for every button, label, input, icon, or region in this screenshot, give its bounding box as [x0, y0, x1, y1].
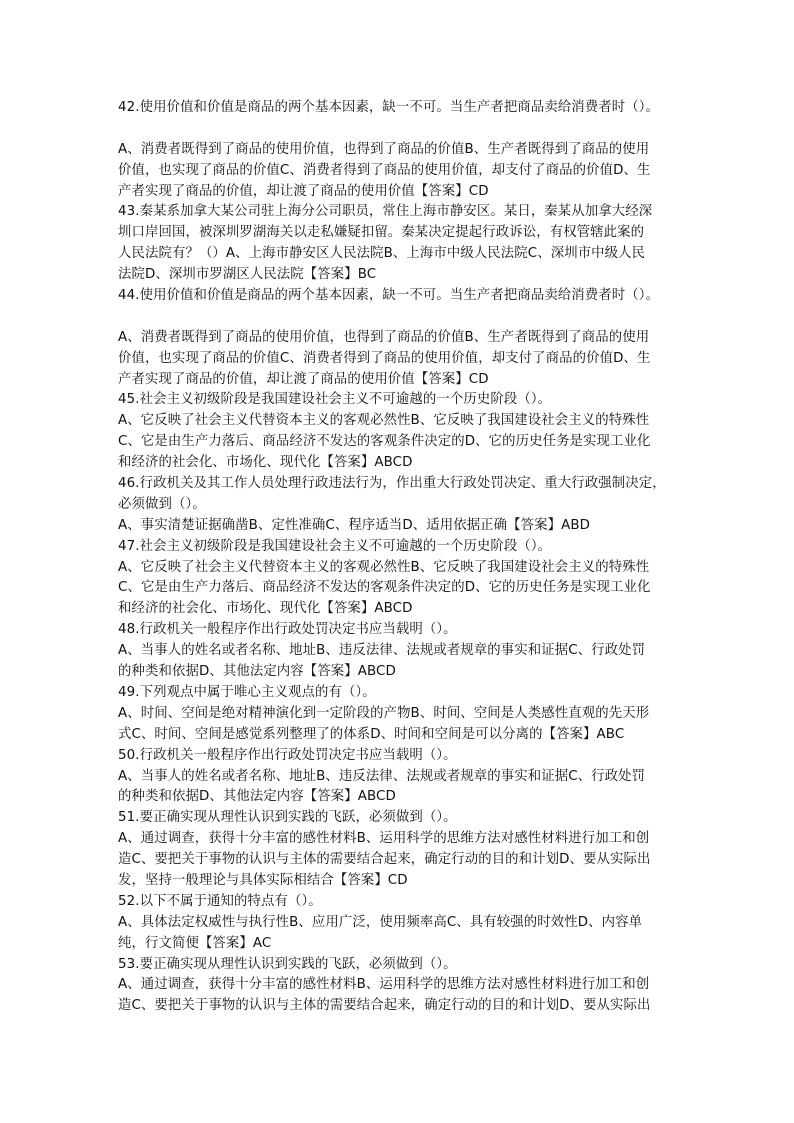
text-line: 48.行政机关一般程序作出行政处罚决定书应当载明（）。 — [118, 622, 457, 638]
text-line: 和经济的社会化、市场化、现代化【答案】ABCD — [118, 601, 413, 617]
text-line: 造C、要把关于事物的认识与主体的需要结合起来，确定行动的目的和计划D、要从实际出 — [118, 852, 651, 868]
text-line: A、它反映了社会主义代替资本主义的客观必然性B、它反映了我国建设社会主义的特殊性 — [118, 413, 650, 429]
text-line: 49.下列观点中属于唯心主义观点的有（）。 — [118, 684, 376, 700]
text-line: 必须做到（）。 — [118, 496, 206, 512]
text-line: 法院D、深圳市罗湖区人民法院【答案】BC — [118, 267, 377, 283]
text-line: A、事实清楚证据确凿B、定性准确C、程序适当D、适用依据正确【答案】ABD — [118, 517, 591, 533]
text-line: 52.以下不属于通知的特点有（）。 — [118, 893, 322, 909]
blank-line — [118, 307, 688, 328]
text-line: 圳口岸回国，被深圳罗湖海关以走私嫌疑扣留。秦某决定提起行政诉讼，有权管辖此案的 — [118, 225, 645, 241]
text-line: 产者实现了商品的价值，却让渡了商品的使用价值【答案】CD — [118, 371, 489, 387]
text-line: 46.行政机关及其工作人员处理行政违法行为，作出重大行政处罚决定、重大行政强制决定， — [118, 476, 666, 492]
text-line: 51.要正确实现从理性认识到实践的飞跃，必须做到（）。 — [118, 810, 457, 826]
text-line: A、消费者既得到了商品的使用价值，也得到了商品的价值B、生产者既得到了商品的使用 — [118, 329, 650, 345]
text-line: A、时间、空间是绝对精神演化到一定阶段的产物B、时间、空间是人类感性直观的先天形 — [118, 705, 650, 721]
text-line: 纯，行文简便【答案】AC — [118, 935, 272, 951]
text-line: A、通过调查，获得十分丰富的感性材料B、运用科学的思维方法对感性材料进行加工和创 — [118, 977, 650, 993]
text-line: 45.社会主义初级阶段是我国建设社会主义不可逾越的一个历史阶段（）。 — [118, 392, 552, 408]
text-line: 发，坚持一般理论与具体实际相结合【答案】CD — [118, 872, 408, 888]
text-line: 47.社会主义初级阶段是我国建设社会主义不可逾越的一个历史阶段（）。 — [118, 538, 552, 554]
text-line: A、具体法定权威性与执行性B、应用广泛，使用频率高C、具有较强的时效性D、内容单 — [118, 914, 643, 930]
text-line: C、它是由生产力落后、商品经济不发达的客观条件决定的D、它的历史任务是实现工业化 — [118, 434, 651, 450]
text-line: A、它反映了社会主义代替资本主义的客观必然性B、它反映了我国建设社会主义的特殊性 — [118, 559, 650, 575]
text-line: 42.使用价值和价值是商品的两个基本因素，缺一不可。当生产者把商品卖给消费者时（）。 — [118, 100, 660, 115]
text-line: 价值，也实现了商品的价值C、消费者得到了商品的使用价值，却支付了商品的价值D、生 — [118, 162, 651, 178]
text-line: 造C、要把关于事物的认识与主体的需要结合起来，确定行动的目的和计划D、要从实际出 — [118, 998, 651, 1014]
text-line: 53.要正确实现从理性认识到实践的飞跃，必须做到（）。 — [118, 956, 457, 972]
text-line: C、它是由生产力落后、商品经济不发达的客观条件决定的D、它的历史任务是实现工业化 — [118, 580, 651, 596]
text-line: A、当事人的姓名或者名称、地址B、违反法律、法规或者规章的事实和证据C、行政处罚 — [118, 768, 646, 784]
text-line: 的种类和依据D、其他法定内容【答案】ABCD — [118, 789, 396, 805]
text-line: 的种类和依据D、其他法定内容【答案】ABCD — [118, 664, 396, 680]
text-line: 50.行政机关一般程序作出行政处罚决定书应当载明（）。 — [118, 747, 457, 763]
document-body — [118, 98, 688, 1017]
text-line: 和经济的社会化、市场化、现代化【答案】ABCD — [118, 455, 413, 471]
text-line: 43.秦某系加拿大某公司驻上海分公司职员，常住上海市静安区。某日，秦某从加拿大经深 — [118, 204, 653, 220]
blank-line — [118, 119, 688, 140]
text-line: A、消费者既得到了商品的使用价值，也得到了商品的价值B、生产者既得到了商品的使用 — [118, 141, 650, 157]
text-line: 式C、时间、空间是感觉系列整理了的体系D、时间和空间是可以分离的【答案】ABC — [118, 726, 625, 742]
text-line: A、当事人的姓名或者名称、地址B、违反法律、法规或者规章的事实和证据C、行政处罚 — [118, 643, 646, 659]
text-line: 44.使用价值和价值是商品的两个基本因素，缺一不可。当生产者把商品卖给消费者时（）。 — [118, 288, 660, 304]
text-line: 价值，也实现了商品的价值C、消费者得到了商品的使用价值，却支付了商品的价值D、生 — [118, 350, 651, 366]
text-line: A、通过调查，获得十分丰富的感性材料B、运用科学的思维方法对感性材料进行加工和创 — [118, 831, 650, 847]
text-line: 产者实现了商品的价值，却让渡了商品的使用价值【答案】CD — [118, 183, 489, 199]
text-line: 人民法院有？（）A、上海市静安区人民法院B、上海市中级人民法院C、深圳市中级人民 — [118, 246, 646, 262]
